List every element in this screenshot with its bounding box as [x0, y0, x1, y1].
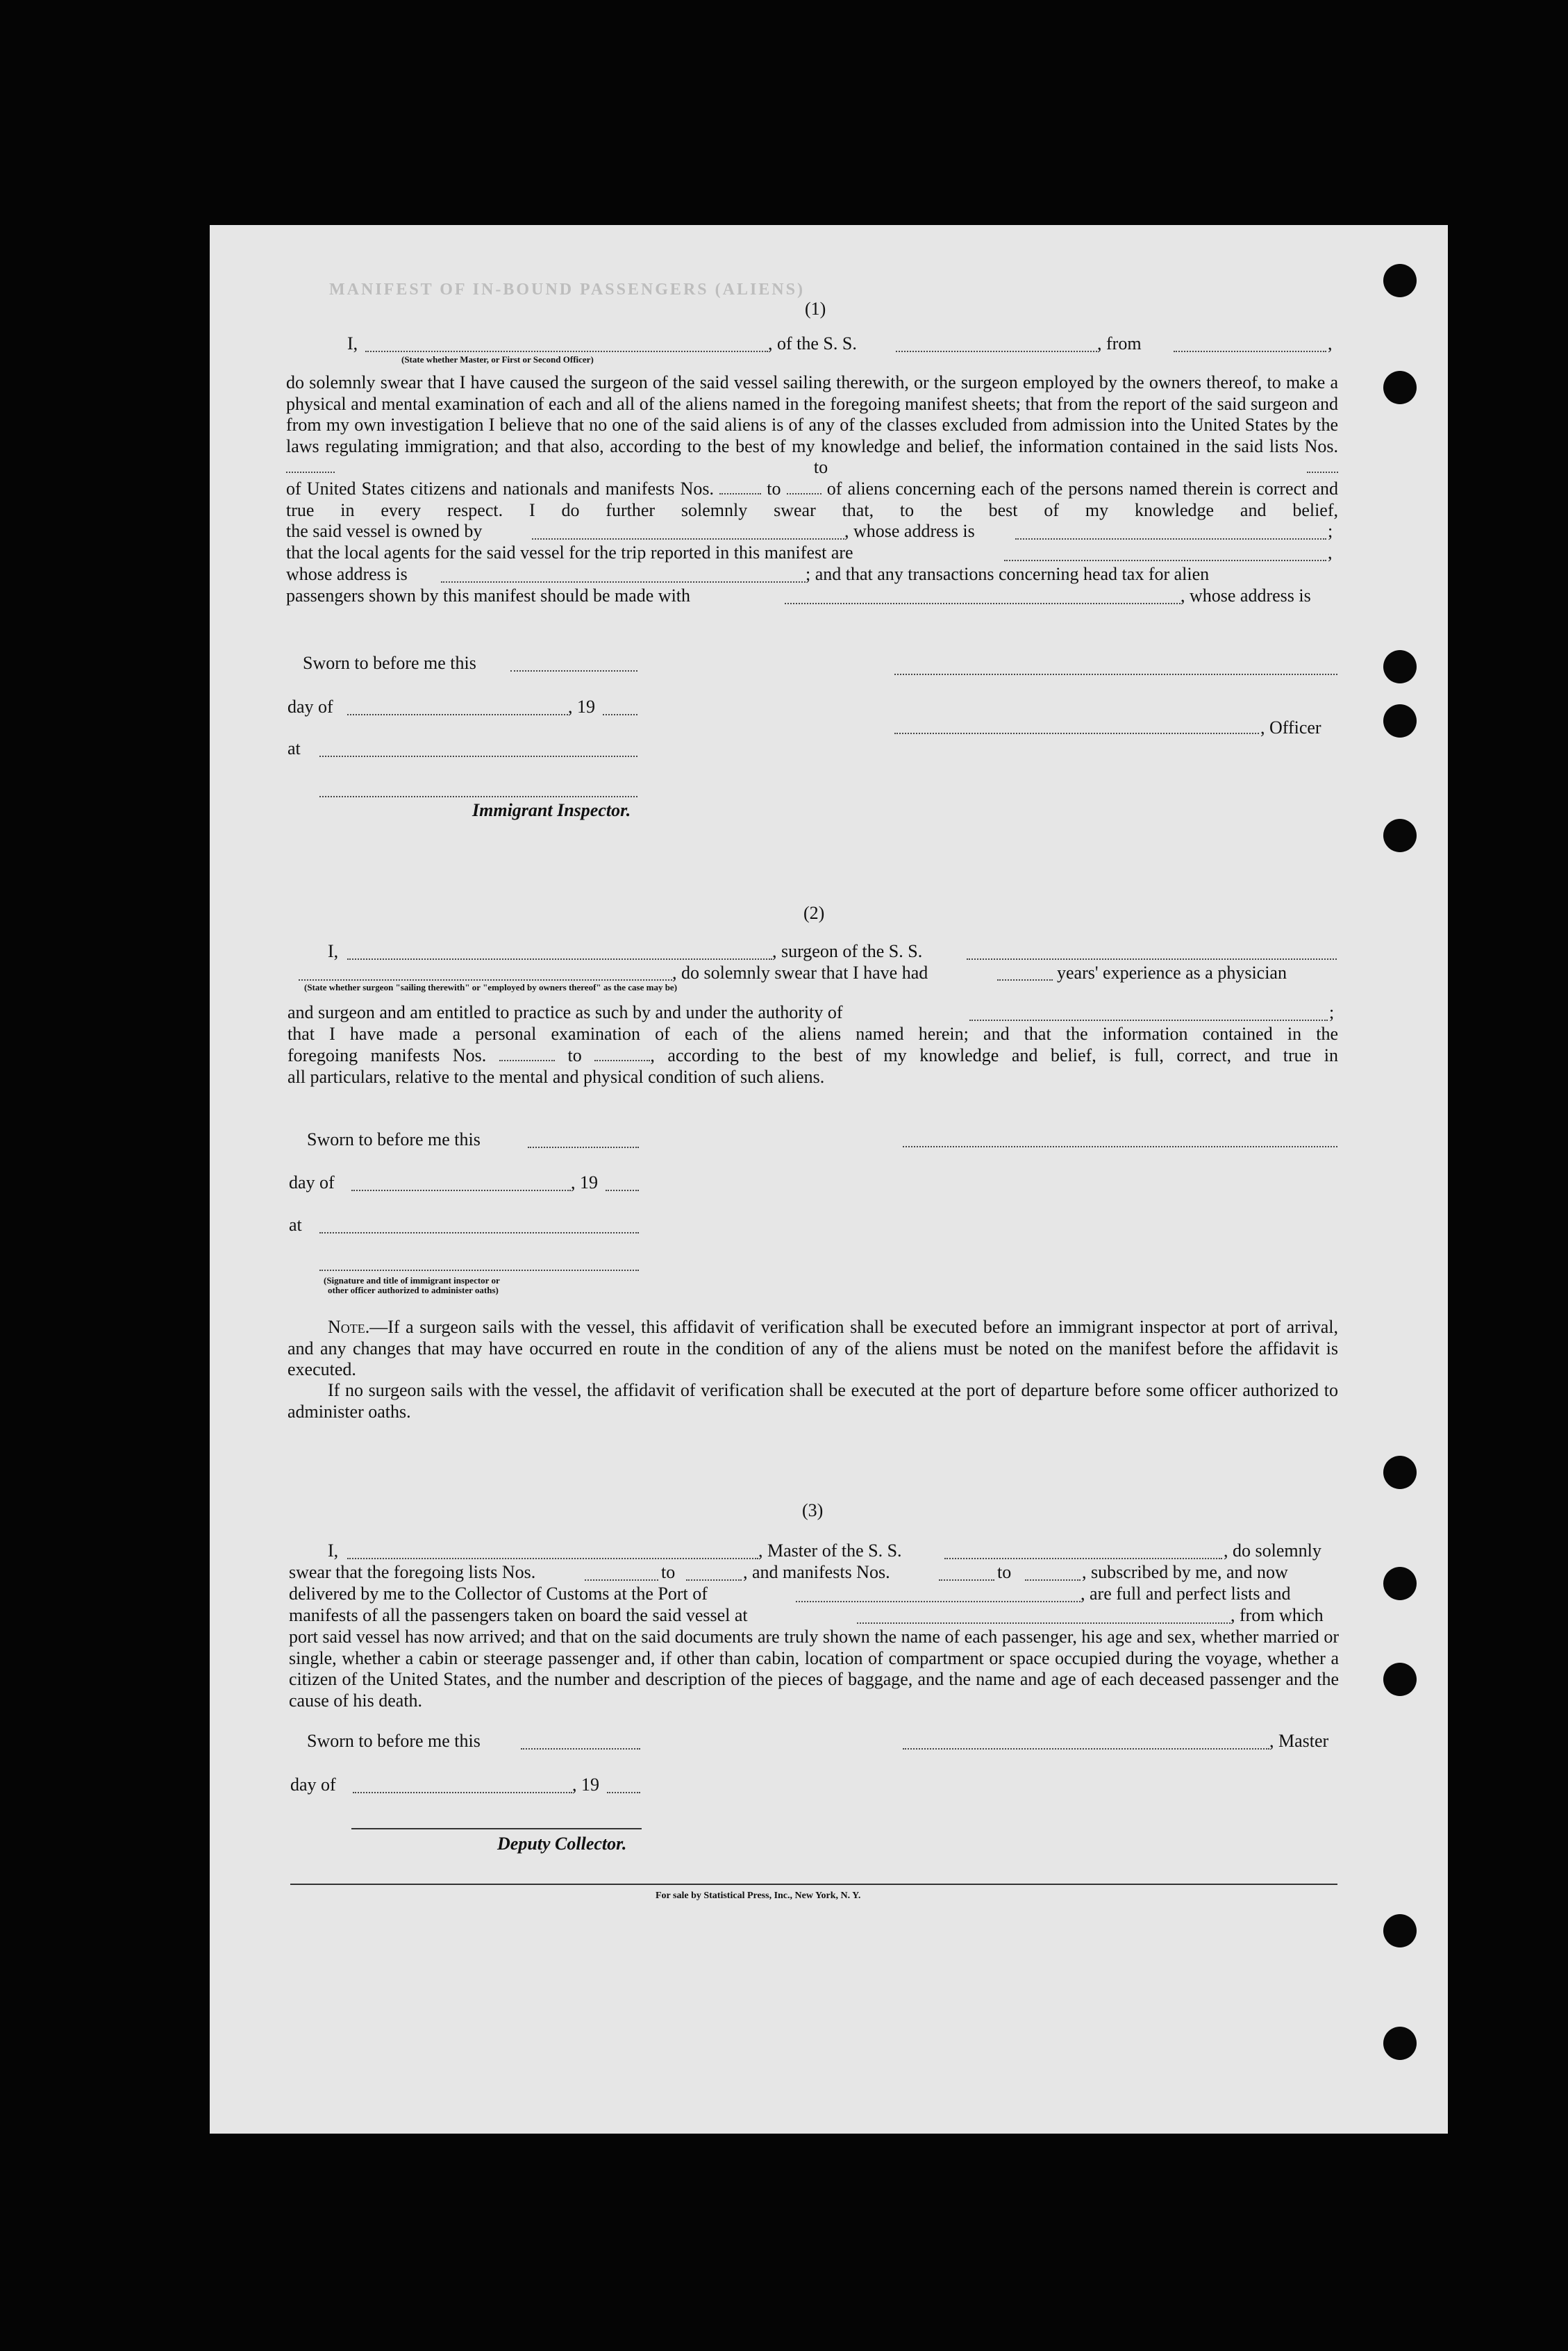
form-text: I, — [328, 941, 339, 961]
officer-label: , Officer — [1260, 717, 1321, 738]
form-text: , whose address is — [844, 521, 975, 541]
day-label: day of — [289, 1172, 335, 1193]
form-text: years' experience as a physician — [1057, 963, 1287, 983]
form-text: , subscribed by me, and now — [1082, 1562, 1288, 1582]
year-label: , 19 — [572, 1775, 599, 1795]
owner-blank[interactable] — [532, 538, 844, 540]
year-label: , 19 — [568, 697, 595, 717]
master-signature-blank[interactable] — [903, 1748, 1269, 1750]
form-text: , and manifests Nos. — [743, 1562, 890, 1582]
master-label: , Master — [1269, 1731, 1329, 1751]
years-blank[interactable] — [997, 979, 1053, 981]
form-text: ; — [1329, 1002, 1335, 1022]
form-text: I, — [328, 1540, 339, 1561]
year-label: , 19 — [571, 1172, 598, 1193]
surgeon-name-blank[interactable] — [347, 958, 772, 960]
form-text: , surgeon of the S. S. — [772, 941, 923, 961]
form-text: swear that the foregoing lists Nos. — [289, 1562, 536, 1582]
port-from-blank[interactable] — [1174, 351, 1326, 352]
sworn-label: Sworn to before me this — [307, 1731, 481, 1751]
sworn-date-blank[interactable] — [510, 670, 637, 672]
form-text: the said vessel is owned by — [286, 521, 483, 541]
sworn-date-blank[interactable] — [528, 1147, 639, 1148]
signature-caption: (Signature and title of immigrant inspector or — [324, 1275, 500, 1286]
form-text: ; and that any transactions concerning head tax for alien — [806, 564, 1210, 584]
master-name-blank[interactable] — [347, 1558, 758, 1559]
place-blank[interactable] — [319, 1232, 639, 1233]
embark-port-blank[interactable] — [857, 1622, 1231, 1624]
form-text: and surgeon and am entitled to practice as such by and under the authority of — [287, 1002, 843, 1022]
form-text: , do solemnly swear that I have had — [672, 963, 928, 983]
form-text: delivered by me to the Collector of Customs at the Port of — [289, 1584, 708, 1604]
section-number: (2) — [803, 903, 825, 923]
port-blank[interactable] — [796, 1601, 1081, 1602]
field-hint: (State whether surgeon "sailing therewith" or "employed by owners thereof" as the case may be) — [304, 982, 678, 992]
collector-caption: Deputy Collector. — [497, 1834, 627, 1854]
punch-hole — [1383, 704, 1417, 738]
surgeon-signature-blank[interactable] — [903, 1146, 1337, 1147]
sworn-date-blank[interactable] — [521, 1748, 640, 1750]
form-text: , are full and perfect lists and — [1081, 1584, 1291, 1604]
section-number: (1) — [805, 299, 826, 319]
surgeon-status-blank[interactable] — [299, 979, 672, 981]
day-label: day of — [290, 1775, 336, 1795]
punch-hole — [1383, 371, 1417, 404]
bleed-through-text: MANIFEST OF IN-BOUND PASSENGERS (ALIENS) — [329, 281, 805, 299]
inspector-signature-blank[interactable] — [319, 796, 637, 797]
note-paragraph: If no surgeon sails with the vessel, the affidavit of verification shall be executed at the port of departure before some officer authorized to administer oaths. — [287, 1380, 1338, 1422]
manifests-from-blank[interactable] — [939, 1579, 994, 1581]
oath-line: that I have made a personal examination of each of the aliens named herein; and that the information contained in the — [287, 1024, 1338, 1044]
punch-hole — [1383, 819, 1417, 852]
punch-hole — [1383, 1567, 1417, 1600]
local-agents-blank[interactable] — [1004, 560, 1326, 561]
authority-blank[interactable] — [969, 1020, 1328, 1021]
head-tax-party-blank[interactable] — [785, 603, 1181, 604]
printer-credit: For sale by Statistical Press, Inc., New York, N. Y. — [656, 1891, 861, 1901]
oath-line: of United States citizens and nationals and manifests Nos. to of aliens concerning each of the persons named therein is correct and true in every respect. I do further solemnly swear that, to the best of my knowledge and belief, — [286, 479, 1339, 520]
field-hint: (State whether Master, or First or Second Officer) — [401, 354, 594, 365]
form-text: , do solemnly — [1224, 1540, 1321, 1561]
signature-caption: other officer authorized to administer oaths) — [328, 1285, 499, 1295]
collector-signature-line[interactable] — [351, 1828, 642, 1829]
form-text: to — [661, 1562, 676, 1582]
form-text: I, — [347, 333, 358, 354]
form-text: , from which — [1231, 1605, 1324, 1625]
vessel-name-blank[interactable] — [944, 1558, 1222, 1559]
officer-signature-blank[interactable] — [894, 733, 1259, 734]
year-blank[interactable] — [606, 1190, 639, 1191]
form-text: , — [1328, 542, 1333, 563]
sworn-label: Sworn to before me this — [303, 653, 476, 673]
note-paragraph: Note.—If a surgeon sails with the vessel, this affidavit of verification shall be executed before an immigrant inspector at port of arrival, and any changes that may have occurred en route in the condition of any of the aliens must be noted on the manifest before the affidavit is executed. — [287, 1317, 1338, 1379]
form-text: , from — [1097, 333, 1142, 354]
section-number: (3) — [802, 1500, 824, 1520]
punch-hole — [1383, 1456, 1417, 1489]
at-label: at — [287, 738, 301, 758]
oath-paragraph: port said vessel has now arrived; and that on the said documents are truly shown the name of each passenger, his age and sex, whether married or single, whether a cabin or steerage passenger and, if other than cabin, location of compartment or space occupied during the voyage, whether a citizen of the United States, and the number and description of the pieces of baggage, and the name and age of each deceased passenger and the cause of his death. — [289, 1627, 1339, 1711]
agents-address-blank[interactable] — [441, 581, 806, 583]
oath-paragraph: do solemnly swear that I have caused the surgeon of the said vessel sailing therewith, or the surgeon employed by the owners thereof, to make a physical and mental examination of each and all of the aliens named in the foregoing manifest sheets; that from the report of the said surgeon and from my own investigation I believe that no one of the said aliens is of any of the classes excluded from admission into the United States by the laws regulating immigration; and that also, according to the best of my knowledge and belief, the information contained in the said lists Nos. to — [286, 372, 1338, 477]
at-label: at — [289, 1215, 302, 1235]
oath-line: foregoing manifests Nos. to , according to the best of my knowledge and belief, is full, correct, and true in — [287, 1045, 1339, 1065]
officer-name-blank[interactable] — [365, 351, 768, 352]
place-blank[interactable] — [319, 756, 637, 757]
sworn-label: Sworn to before me this — [307, 1129, 481, 1149]
vessel-name-blank[interactable] — [967, 958, 1337, 960]
form-text: that the local agents for the said vessel for the trip reported in this manifest are — [286, 542, 853, 563]
vessel-name-blank[interactable] — [896, 351, 1097, 352]
day-blank[interactable] — [351, 1190, 571, 1191]
form-text: to — [997, 1562, 1012, 1582]
form-text: , — [1328, 333, 1333, 354]
owner-address-blank[interactable] — [1015, 538, 1326, 540]
inspector-caption: Immigrant Inspector. — [472, 800, 631, 820]
form-text: , Master of the S. S. — [758, 1540, 902, 1561]
year-blank[interactable] — [603, 714, 637, 715]
punch-hole — [1383, 650, 1417, 683]
lists-from-blank[interactable] — [585, 1579, 658, 1581]
inspector-signature-blank[interactable] — [319, 1270, 639, 1271]
form-text: ; — [1328, 521, 1333, 541]
day-label: day of — [287, 697, 333, 717]
footer-divider — [290, 1884, 1337, 1885]
signature-blank[interactable] — [894, 674, 1337, 675]
punch-hole — [1383, 2027, 1417, 2060]
punch-hole — [1383, 1914, 1417, 1947]
form-text: all particulars, relative to the mental and physical condition of such aliens. — [287, 1067, 825, 1087]
form-text: passengers shown by this manifest should be made with — [286, 585, 691, 606]
day-blank[interactable] — [347, 714, 568, 715]
form-text: manifests of all the passengers taken on board the said vessel at — [289, 1605, 748, 1625]
form-text: whose address is — [286, 564, 408, 584]
lists-to-blank[interactable] — [686, 1579, 742, 1581]
punch-hole — [1383, 1663, 1417, 1696]
manifests-to-blank[interactable] — [1025, 1579, 1081, 1581]
punch-hole — [1383, 264, 1417, 297]
form-text: , of the S. S. — [768, 333, 857, 354]
year-blank[interactable] — [607, 1792, 640, 1793]
day-blank[interactable] — [353, 1792, 572, 1793]
form-text: , whose address is — [1181, 585, 1311, 606]
